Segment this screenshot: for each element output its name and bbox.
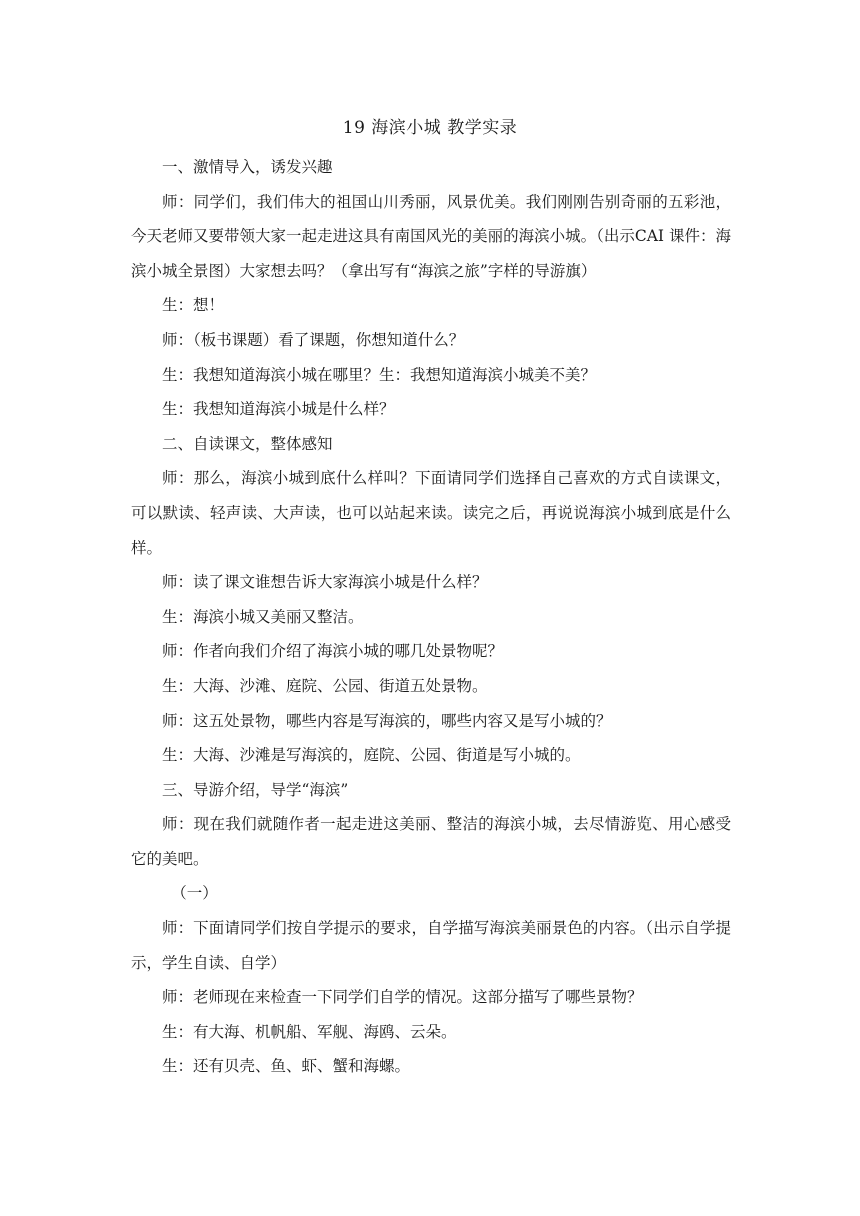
paragraph: 生：大海、沙滩是写海滨的，庭院、公园、街道是写小城的。 xyxy=(162,746,581,765)
paragraph: 师：作者向我们介绍了海滨小城的哪几处景物呢？ xyxy=(162,642,504,661)
paragraph: 师：那么，海滨小城到底什么样叫？下面请同学们选择自己喜欢的方式自读课文，可以默读、轻声读、大声读，也可以站起来读。读完之后，再说说海滨小城到底是什么样。 xyxy=(131,469,731,557)
paragraph: 生：我想知道海滨小城是什么样？ xyxy=(162,400,395,419)
paragraph: 生：有大海、机帆船、军舰、海鸥、云朵。 xyxy=(162,1022,457,1041)
paragraph: 师：（板书课题）看了课题，你想知道什么？ xyxy=(162,330,465,349)
document-title: 19 海滨小城 教学实录 xyxy=(342,118,518,138)
paragraph: 师：下面请同学们按自学提示的要求，自学描写海滨美丽景色的内容。（出示自学提示，学生自读、自学） xyxy=(131,919,731,972)
section-heading-2: 二、自读课文，整体感知 xyxy=(162,434,333,453)
subsection-marker: （一） xyxy=(171,884,218,903)
paragraph: 师：老师现在来检查一下同学们自学的情况。这部分描写了哪些景物？ xyxy=(162,988,643,1007)
paragraph: 生：想！ xyxy=(162,296,225,315)
section-heading-1: 一、激情导入，诱发兴趣 xyxy=(162,158,333,176)
paragraph: 生：大海、沙滩、庭院、公园、街道五处景物。 xyxy=(162,676,488,695)
paragraph: 师：这五处景物，哪些内容是写海滨的，哪些内容又是写小城的？ xyxy=(162,711,612,730)
paragraph: 生：我想知道海滨小城在哪里？生：我想知道海滨小城美不美？ xyxy=(162,365,597,384)
document-body xyxy=(131,150,731,1084)
paragraph: 生：海滨小城又美丽又整洁。 xyxy=(162,607,364,626)
section-heading-3: 三、导游介绍，导学“海滨” xyxy=(162,780,349,799)
paragraph: 师：现在我们就随作者一起走进这美丽、整洁的海滨小城，去尽情游览、用心感受它的美吧。 xyxy=(131,815,731,868)
paragraph: 师：读了课文谁想告诉大家海滨小城是什么样？ xyxy=(162,573,488,592)
paragraph: 生：还有贝壳、鱼、虾、蟹和海螺。 xyxy=(162,1057,411,1076)
paragraph: 师：同学们，我们伟大的祖国山川秀丽，风景优美。我们刚刚告别奇丽的五彩池，今天老师又要带领大家一起走进这具有南国风光的美丽的海滨小城。（出示CAI 课件：海滨小城全景图）大家想去吗？（拿出写有“海滨之旅”字样的导游旗） xyxy=(131,192,731,280)
